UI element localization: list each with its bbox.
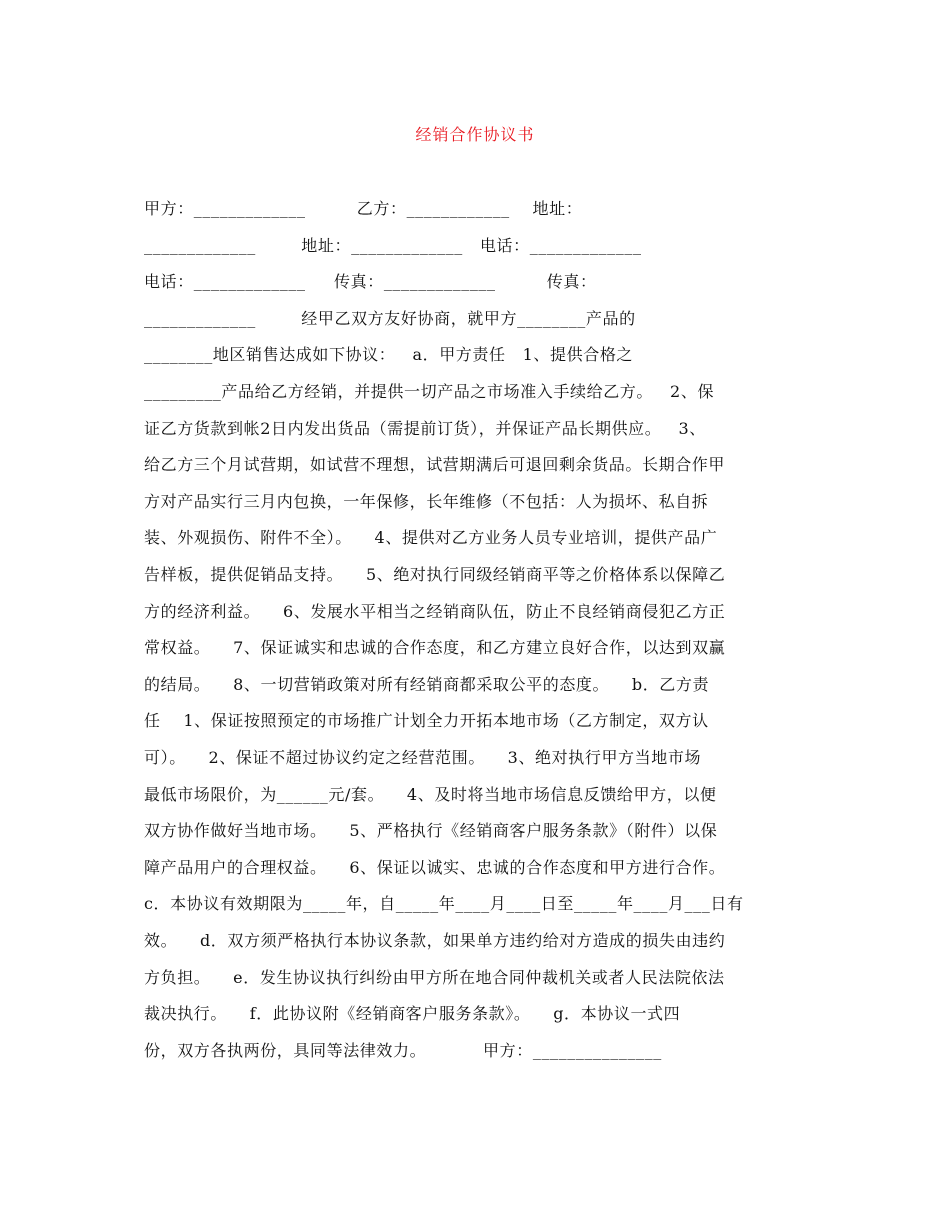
body-line: 可）。 2、保证不超过协议约定之经营范围。 3、绝对执行甲方当地市场 bbox=[144, 748, 702, 767]
body-line: 方对产品实行三月内包换，一年保修，长年维修（不包括：人为损坏、私自拆 bbox=[144, 491, 709, 511]
body-line: _____________ 经甲乙双方友好协商，就甲方________产品的 bbox=[144, 308, 636, 328]
body-line: _____________ 地址：_____________ 电话：_____________ bbox=[144, 235, 642, 255]
body-line: 最低市场限价，为______元/套。 4、及时将当地市场信息反馈给甲方，以便 bbox=[144, 784, 717, 804]
body-line: _________产品给乙方经销，并提供一切产品之市场准入手续给乙方。 2、保 bbox=[144, 382, 715, 401]
body-line: 障产品用户的合理权益。 6、保证以诚实、忠诚的合作态度和甲方进行合作。 bbox=[144, 857, 726, 877]
body-line: 告样板，提供促销品支持。 5、绝对执行同级经销商平等之价格体系以保障乙 bbox=[144, 565, 726, 584]
body-line: 甲方：_____________ 乙方：____________ 地址： bbox=[144, 199, 583, 218]
body-line: 效。 d．双方须严格执行本协议条款，如果单方违约给对方造成的损失由违约 bbox=[144, 931, 726, 950]
body-line: 电话：_____________ 传真：_____________ 传真： bbox=[144, 272, 597, 292]
body-line: 的结局。 8、一切营销政策对所有经销商都采取公平的态度。 b．乙方责 bbox=[144, 674, 710, 694]
body-line: c．本协议有效期限为_____年，自_____年____月____日至_____年____月___日有 bbox=[144, 894, 744, 914]
body-line: 任 1、保证按照预定的市场推广计划全力开拓本地市场（乙方制定，双方认 bbox=[144, 711, 709, 731]
body-line: 双方协作做好当地市场。 5、严格执行《经销商客户服务条款》（附件）以保 bbox=[144, 821, 718, 841]
body-line: 证乙方货款到帐2日内发出货品（需提前订货），并保证产品长期供应。 3、 bbox=[144, 418, 706, 438]
body-line: ________地区销售达成如下协议： a．甲方责任 1、提供合格之 bbox=[144, 345, 634, 365]
body-line: 份，双方各执两份，具同等法律效力。 甲方：_______________ bbox=[144, 1040, 662, 1060]
body-line: 给乙方三个月试营期，如试营不理想，试营期满后可退回剩余货品。长期合作甲 bbox=[144, 455, 726, 475]
body-line: 方的经济利益。 6、发展水平相当之经销商队伍，防止不良经销商侵犯乙方正 bbox=[144, 601, 726, 621]
body-line: 方负担。 e．发生协议执行纠纷由甲方所在地合同仲裁机关或者人民法院依法 bbox=[144, 967, 725, 987]
body-line: 裁决执行。 f．此协议附《经销商客户服务条款》。 g．本协议一式四 bbox=[144, 1004, 681, 1024]
document-title: 经销合作协议书 bbox=[415, 125, 535, 144]
body-line: 常权益。 7、保证诚实和忠诚的合作态度，和乙方建立良好合作，以达到双赢 bbox=[144, 638, 726, 658]
body-line: 装、外观损伤、附件不全）。 4、提供对乙方业务人员专业培训，提供产品广 bbox=[144, 528, 718, 548]
